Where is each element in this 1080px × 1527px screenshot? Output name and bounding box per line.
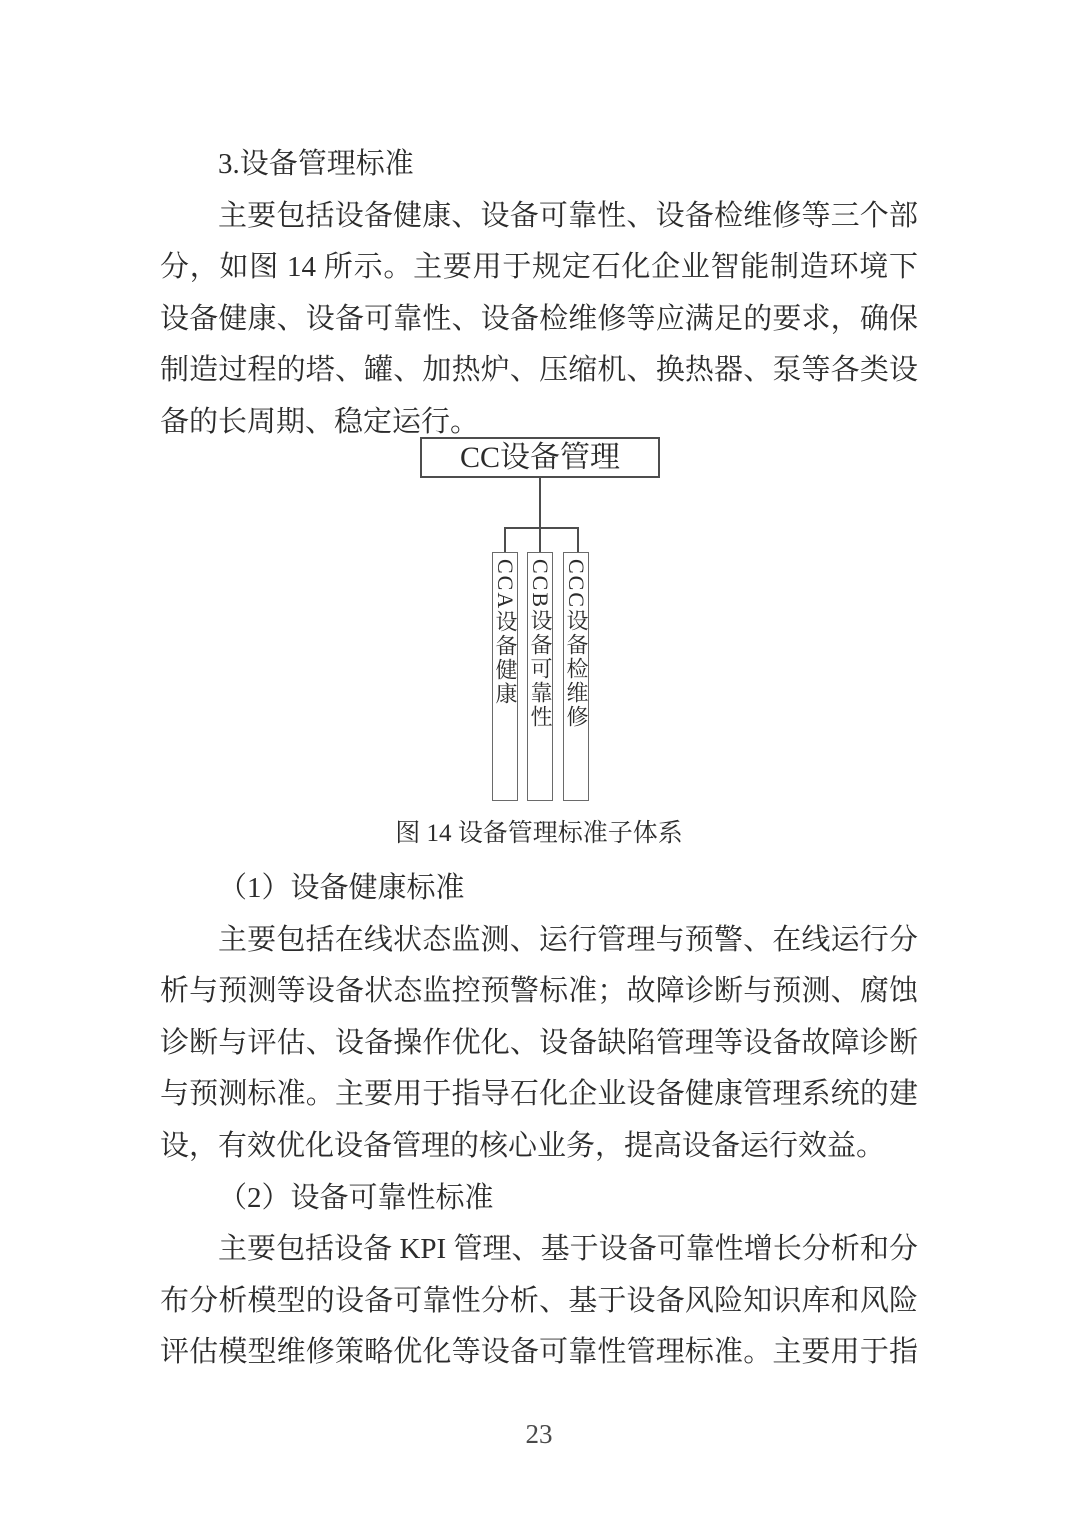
paragraph-line: 设，有效优化设备管理的核心业务，提高设备运行效益。	[160, 1129, 886, 1162]
diagram-connector-vertical	[539, 478, 541, 527]
paragraph-line: 设备健康、设备可靠性、设备检维修等应满足的要求，确保	[160, 302, 918, 335]
section-heading: 3.设备管理标准	[218, 148, 414, 180]
sub-heading-1: （1）设备健康标准	[218, 872, 465, 904]
paragraph-line: 与预测标准。主要用于指导石化企业设备健康管理系统的建	[160, 1078, 918, 1111]
diagram-connector-stub-right	[577, 527, 579, 553]
paragraph-line: 析与预测等设备状态监控预警标准；故障诊断与预测、腐蚀	[160, 975, 918, 1008]
paragraph-line: 制造过程的塔、罐、加热炉、压缩机、换热器、泵等各类设	[160, 354, 918, 387]
diagram-root-box: CC设备管理	[420, 437, 660, 478]
paragraph-line: 分，如图 14 所示。主要用于规定石化企业智能制造环境下	[160, 251, 918, 284]
diagram-child-box-health: CCA设备健康	[492, 552, 518, 801]
diagram-connector-stub-middle	[539, 527, 541, 553]
figure-caption: 图 14 设备管理标准子体系	[395, 820, 683, 847]
sub-heading-2: （2）设备可靠性标准	[218, 1181, 494, 1214]
diagram-connector-stub-left	[504, 527, 506, 553]
diagram-connector-horizontal	[504, 527, 579, 529]
paragraph-line: 主要包括设备健康、设备可靠性、设备检维修等三个部	[218, 199, 918, 232]
text-block-lower	[160, 863, 918, 1379]
paragraph-line: 布分析模型的设备可靠性分析、基于设备风险知识库和风险	[160, 1284, 918, 1317]
page-number: 23	[525, 1419, 553, 1449]
paragraph-line: 诊断与评估、设备操作优化、设备缺陷管理等设备故障诊断	[160, 1026, 918, 1059]
paragraph-line: 备的长周期、稳定运行。	[160, 405, 480, 438]
paragraph-line: 评估模型维修策略优化等设备可靠性管理标准。主要用于指	[160, 1336, 918, 1369]
diagram-child-box-maintenance: CCC设备检维修	[563, 552, 589, 801]
paragraph-line: 主要包括设备 KPI 管理、基于设备可靠性增长分析和分	[218, 1233, 918, 1266]
diagram-child-box-reliability: CCB设备可靠性	[527, 552, 553, 801]
text-block-upper	[160, 139, 918, 449]
paragraph-line: 主要包括在线状态监测、运行管理与预警、在线运行分	[218, 923, 918, 956]
